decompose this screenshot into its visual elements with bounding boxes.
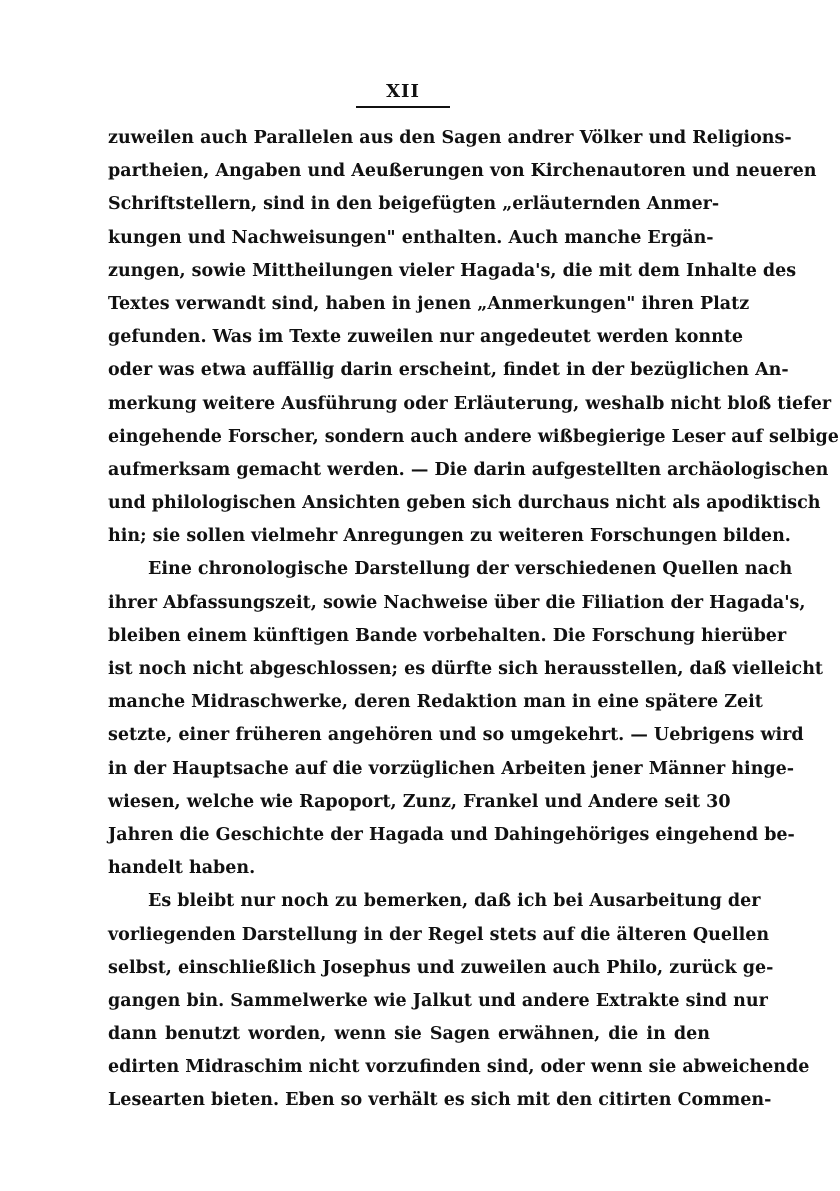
text-line: merkung weitere Ausführung oder Erläuterung, weshalb nicht bloß tiefer	[108, 393, 832, 414]
page-header	[0, 82, 840, 122]
paragraph	[108, 885, 810, 1117]
text-line: Es bleibt nur noch zu bemerken, daß ich bei Ausarbeitung der	[148, 891, 761, 912]
text-line: zuweilen auch Parallelen aus den Sagen andrer Völker und Religions-	[108, 128, 792, 148]
text-line: manche Midraschwerke, deren Redaktion man in eine spätere Zeit	[108, 692, 763, 713]
text-line: Eine chronologische Darstellung der verschiedenen Quellen nach	[148, 559, 793, 580]
text-line: gefunden. Was im Texte zuweilen nur angedeutet werden konnte	[108, 327, 744, 348]
text-line: wiesen, welche wie Rapoport, Zunz, Frankel und Andere seit 30	[108, 791, 731, 812]
page-number: XII	[386, 81, 420, 102]
text-line: zungen, sowie Mittheilungen vieler Hagada's, die mit dem Inhalte des	[108, 260, 797, 281]
text-line: dann benutzt worden, wenn sie Sagen erwähnen, die in den	[108, 1024, 710, 1045]
header-rule	[356, 106, 450, 108]
text-line: handelt haben.	[108, 858, 256, 879]
text-line: aufmerksam gemacht werden. — Die darin aufgestellten archäologischen	[108, 459, 829, 480]
text-line: eingehende Forscher, sondern auch andere wißbegierige Leser auf selbige	[108, 426, 839, 447]
text-line: partheien, Angaben und Aeußerungen von Kirchenautoren und neueren	[108, 161, 817, 182]
text-line: bleiben einem künftigen Bande vorbehalten. Die Forschung hierüber	[108, 625, 787, 646]
text-line: selbst, einschließlich Josephus und zuweilen auch Philo, zurück ge-	[108, 957, 774, 978]
text-line: hin; sie sollen vielmehr Anregungen zu weiteren Forschungen bilden.	[108, 526, 791, 547]
text-line: Textes verwandt sind, haben in jenen „Anmerkungen" ihren Platz	[108, 293, 750, 314]
paragraph	[108, 553, 824, 885]
text-line: Schriftstellern, sind in den beigefügten „erläuternden Anmer-	[108, 194, 720, 215]
body-text	[108, 122, 839, 1118]
paragraph	[108, 122, 839, 553]
text-line: Jahren die Geschichte der Hagada und Dahingehöriges eingehend be-	[108, 824, 795, 845]
text-line: ist noch nicht abgeschlossen; es dürfte sich herausstellen, daß vielleicht	[108, 659, 824, 679]
text-line: setzte, einer früheren angehören und so umgekehrt. — Uebrigens wird	[108, 725, 804, 746]
text-line: Lesearten bieten. Eben so verhält es sich mit den citirten Commen-	[108, 1090, 772, 1111]
text-line: ihrer Abfassungszeit, sowie Nachweise über die Filiation der Hagada's,	[108, 592, 806, 613]
text-line: vorliegenden Darstellung in der Regel stets auf die älteren Quellen	[108, 924, 770, 945]
text-line: edirten Midraschim nicht vorzufinden sind, oder wenn sie abweichende	[108, 1057, 810, 1078]
text-line: oder was etwa auffällig darin erscheint, findet in der bezüglichen An-	[108, 360, 789, 381]
text-line: kungen und Nachweisungen" enthalten. Auch manche Ergän-	[108, 227, 714, 248]
text-line: in der Hauptsache auf die vorzüglichen Arbeiten jener Männer hinge-	[108, 758, 795, 779]
text-line: und philologischen Ansichten geben sich durchaus nicht als apodiktisch	[108, 493, 821, 514]
text-line: gangen bin. Sammelwerke wie Jalkut und andere Extrakte sind nur	[108, 990, 768, 1011]
